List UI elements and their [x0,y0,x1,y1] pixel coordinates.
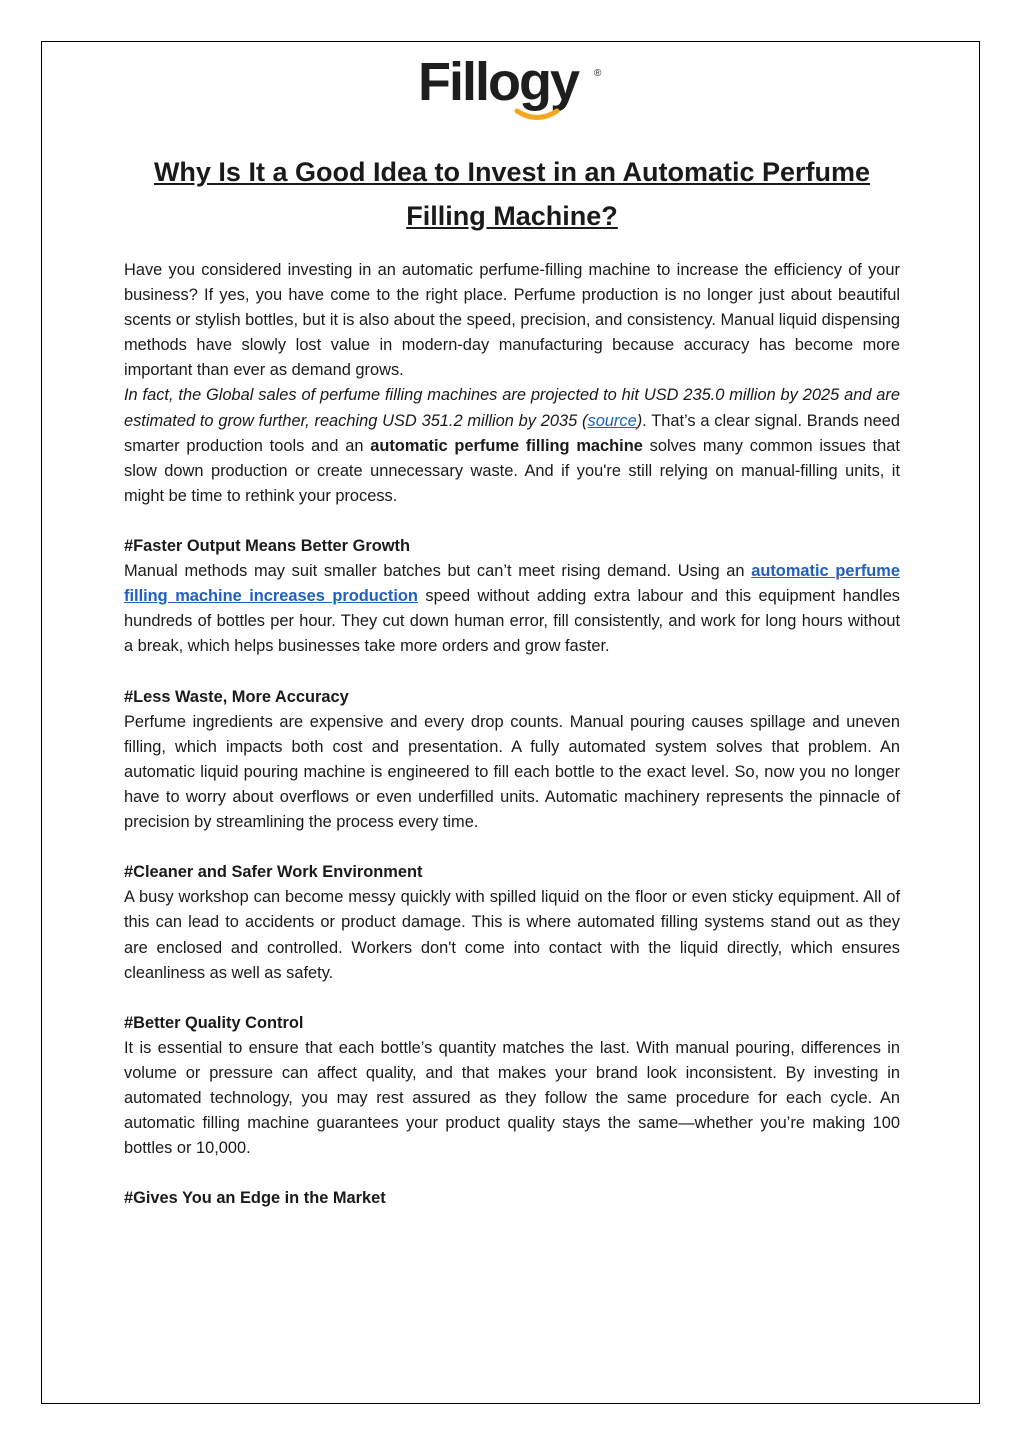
fillogy-logo [418,52,608,126]
section-text-faster-output: Manual methods may suit smaller batches but can’t meet rising demand. Using an automatic perfume filling machine increases production speed without adding extra labour and this equipment handles hundreds of bottles per hour. They cut down human error, fill consistently, and work for long hours without a break, which helps businesses take more orders and grow faster. [124,562,900,656]
spacer [124,986,900,1011]
logo-wordmark: Fillogy [418,52,578,112]
spacer [124,509,900,534]
spacer [124,835,900,860]
source-link[interactable]: source [587,411,637,430]
section-heading-cleaner-safer: #Cleaner and Safer Work Environment [124,863,423,882]
section-heading-faster-output: #Faster Output Means Better Growth [124,537,410,556]
intro-bold-keyword: automatic perfume filling machine [370,436,643,455]
section-text-cleaner-safer: A busy workshop can become messy quickly with spilled liquid on the floor or even sticky equipment. All of this can lead to accidents or product damage. This is where automated filling systems stand out as they are enclosed and controlled. Workers don't come into contact with the liquid directly, which ensures cleanliness as well as safety. [124,888,900,982]
article-body [124,258,900,1212]
intro-text: Have you considered investing in an automatic perfume-filling machine to increase the efficiency of your business? If yes, you have come to the right place. Perfume production is no longer just about beautiful scents or stylish bottles, but it is also about the speed, precision, and consistency. Manual liquid dispensing methods have slowly lost value in modern-day manufacturing because accuracy has become more important than ever as demand grows. [124,261,900,380]
intro-paragraph: Have you considered investing in an automatic perfume-filling machine to increase the efficiency of your business? If yes, you have come to the right place. Perfume production is no longer just about beautiful scents or stylish bottles, but it is also about the speed, precision, and consistency. Manual liquid dispensing methods have slowly lost value in modern-day manufacturing because accuracy has become more important than ever as demand grows. In fact, the Global sales of perfume filling machines are projected to hit USD 235.0 million by 2025 and are estimated to grow further, reaching USD 351.2 million by 2035 (source). That’s a clear signal. Brands need smarter production tools and an automatic perfume filling machine solves many common issues that slow down production or create unnecessary waste. And if you're still relying on manual-filling units, it might be time to rethink your process. [124,261,901,505]
machine-link[interactable]: automatic perfume filling machine increases production [124,562,900,606]
logo-smile-icon [514,108,560,122]
section-heading-quality-control: #Better Quality Control [124,1013,304,1032]
page-title: Why Is It a Good Idea to Invest in an Automatic Perfume Filling Machine? [153,157,871,231]
section-heading-market-edge: #Gives You an Edge in the Market [124,1189,386,1208]
section-heading-less-waste: #Less Waste, More Accuracy [124,687,349,706]
section-text-quality-control: It is essential to ensure that each bottle’s quantity matches the last. With manual pouring, differences in volume or pressure can affect quality, and that makes your brand look inconsistent. By investing in automated technology, you may rest assured as they follow the same procedure for each cycle. An automatic filling machine guarantees your product quality stays the same—whether you’re making 100 bottles or 10,000. [124,1038,900,1158]
spacer [124,1161,900,1186]
spacer [124,660,900,685]
section-text-less-waste: Perfume ingredients are expensive and every drop counts. Manual pouring causes spillage and uneven filling, which impacts both cost and presentation. A fully automated system solves that problem. An automatic liquid pouring machine is engineered to fill each bottle to the exact level. So, now you no longer have to worry about overflows or even underfilled units. Automatic machinery represents the pinnacle of precision by streamlining the process every time. [124,712,900,832]
intro-italic-stat: In fact, the Global sales of perfume filling machines are projected to hit USD 235.0 million by 2025 and are estimated to grow further, reaching USD 351.2 million by 2035 (source) [124,386,900,430]
registered-mark: ® [594,68,602,79]
